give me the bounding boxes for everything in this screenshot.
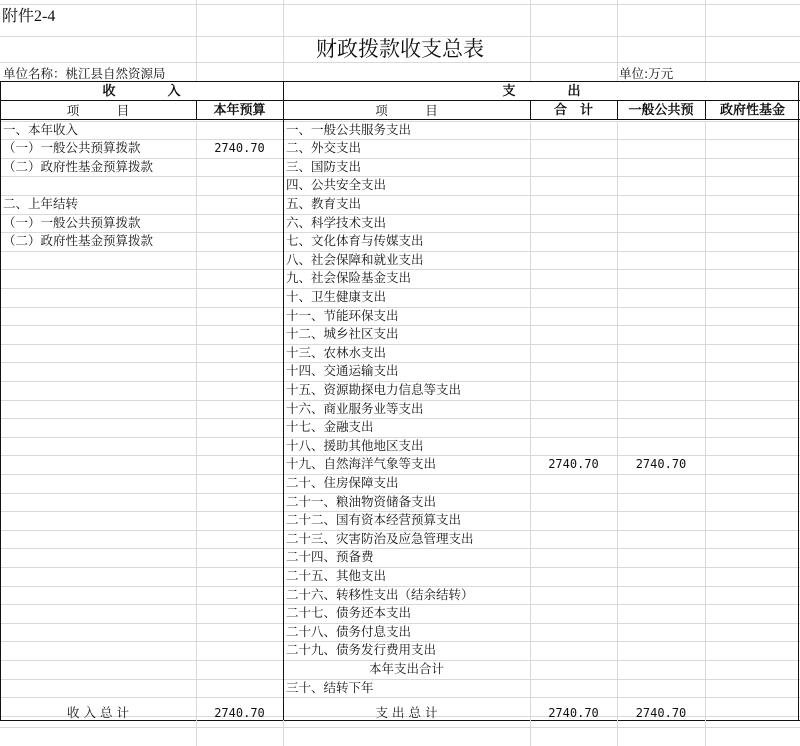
expense-row-label: 二十一、粮油物资储备支出 (286, 493, 437, 509)
table-border (798, 81, 799, 721)
grid-line (705, 720, 706, 746)
expense-grand-total: 2740.70 (548, 706, 599, 720)
grid-line (0, 727, 800, 728)
expense-row-label: 二十三、灾害防治及应急管理支出 (286, 530, 474, 546)
expense-row-label: 二十四、预备费 (286, 549, 374, 565)
income-row-label: （二）政府性基金预算拨款 (3, 158, 154, 174)
column-line (530, 121, 531, 721)
grid-line (0, 4, 800, 5)
grid-line (0, 62, 800, 63)
income-total-value: 2740.70 (214, 706, 265, 720)
expense-fund-header: 政府性基金 (719, 103, 785, 118)
expense-row-label: 一、一般公共服务支出 (286, 121, 412, 137)
table-border (283, 81, 284, 721)
expense-row-label: 三十、结转下年 (286, 679, 374, 695)
expense-row-label: 十三、农林水支出 (286, 344, 387, 360)
expense-row-label: 八、社会保障和就业支出 (286, 251, 424, 267)
column-line (705, 121, 706, 721)
income-row-label: 一、本年收入 (3, 121, 79, 137)
expense-row-label: 二、外交支出 (286, 140, 362, 156)
attachment-label: 附件2-4 (2, 8, 56, 25)
expense-row-label: 七、文化体育与传媒支出 (286, 233, 424, 249)
expense-row-label: 十四、交通运输支出 (286, 363, 399, 379)
expense-row-label: 十五、资源勘探电力信息等支出 (286, 381, 462, 397)
expense-row-general: 2740.70 (635, 457, 687, 472)
income-row-label: 二、上年结转 (3, 195, 79, 211)
expense-total-header: 合 计 (553, 103, 593, 118)
income-header: 收 入 (102, 84, 181, 99)
expense-row-label: 二十九、债务发行费用支出 (286, 642, 437, 658)
expense-row-label: 十九、自然海洋气象等支出 (286, 456, 437, 472)
expense-row-label: 十一、节能环保支出 (286, 307, 399, 323)
grid-line (283, 720, 284, 746)
unit-name: 单位名称：桃江县自然资源局 (3, 66, 166, 81)
expense-total-label: 支 出 总 计 (375, 705, 438, 720)
income-row-value: 2740.70 (214, 141, 265, 156)
income-row-label: （二）政府性基金预算拨款 (3, 233, 154, 249)
table-border (0, 81, 1, 721)
expense-header: 支 出 (502, 84, 581, 99)
expense-general-total: 2740.70 (635, 706, 687, 720)
page-title: 财政拨款收支总表 (316, 37, 484, 61)
income-row-label: （一）一般公共预算拨款 (3, 140, 141, 156)
unit-label: 单位:万元 (619, 66, 674, 81)
row-line (0, 697, 800, 698)
expense-general-header: 一般公共预 (628, 103, 694, 118)
expense-row-label: 十六、商业服务业等支出 (286, 400, 424, 416)
expense-row-total: 2740.70 (548, 457, 599, 472)
income-item-header: 项 目 (66, 103, 130, 118)
expense-row-label: 五、教育支出 (286, 195, 362, 211)
grid-line (530, 720, 531, 746)
grid-line (617, 720, 618, 746)
expense-row-label: 二十七、债务还本支出 (286, 605, 412, 621)
expense-row-label: 四、公共安全支出 (286, 177, 387, 193)
expense-row-label: 九、社会保险基金支出 (286, 270, 412, 286)
expense-row-label: 本年支出合计 (368, 660, 444, 676)
expense-row-label: 二十八、债务付息支出 (286, 623, 412, 639)
expense-row-label: 十八、援助其他地区支出 (286, 437, 424, 453)
grid-line (196, 720, 197, 746)
column-line (196, 121, 197, 721)
expense-row-label: 二十五、其他支出 (286, 567, 387, 583)
expense-row-label: 十七、金融支出 (286, 419, 374, 435)
expense-row-label: 三、国防支出 (286, 158, 362, 174)
income-total-label: 收 入 总 计 (67, 705, 129, 720)
column-line (617, 121, 618, 721)
expense-row-label: 十二、城乡社区支出 (286, 326, 399, 342)
expense-row-label: 二十六、转移性支出（结余结转） (286, 586, 474, 602)
expense-row-label: 二十二、国有资本经营预算支出 (286, 512, 462, 528)
expense-row-label: 二十、住房保障支出 (286, 474, 399, 490)
income-row-label: （一）一般公共预算拨款 (3, 214, 141, 230)
income-budget-header: 本年预算 (213, 103, 266, 118)
expense-item-header: 项 目 (375, 103, 438, 118)
expense-row-label: 六、科学技术支出 (286, 214, 387, 230)
expense-row-label: 十、卫生健康支出 (286, 288, 387, 304)
